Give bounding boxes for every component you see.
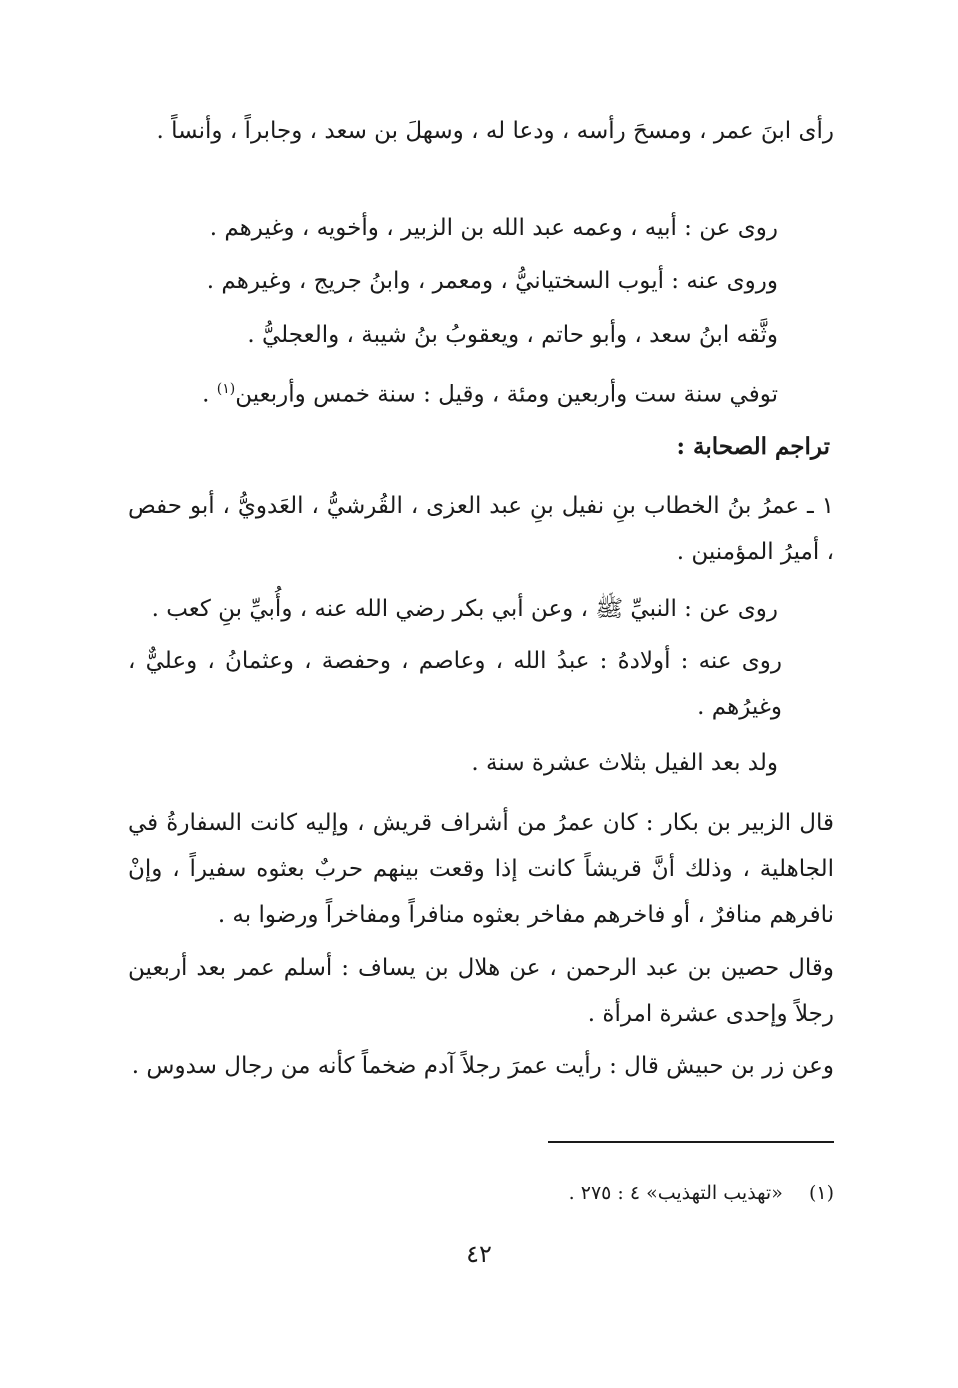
paragraph-birth: ولد بعد الفيل بثلاث عشرة سنة . [471,750,778,776]
footnote-reference: (١) [216,381,236,397]
footnote-marker: (١) [808,1182,834,1204]
paragraph-zirr-quote: وعن زر بن حبيش قال : رأيت عمرَ رجلاً آدم ضخماً كأنه من رجال سدوس . [131,1053,834,1079]
paragraph-zubayr-quote: قال الزبير بن بكار : كان عمرُ من أشراف قريش ، وإليه كانت السفارةُ في الجاهلية ، وذلك أنَّ قريشاً كانت إذا وقعت بينهم حربٌ بعثوه سفيراً ، وإنْ نافرهم منافرٌ ، أو فاخرهم مفاخر بعثوه منافراً ومفاخراً ورضوا به . [128,810,834,928]
page-number: ٤٢ [466,1240,492,1268]
paragraph-death [202,366,778,418]
death-text: توفي سنة ست وأربعين ومئة ، وقيل : سنة خمس وأربعين [235,381,778,408]
paragraph-umar-bio: ١ ـ عمرُ بنُ الخطاب بنِ نفيل بنِ عبد العزى ، القُرشيُّ ، العَدويُّ ، أبو حفص ، أميرُ المؤمنين . [128,493,834,565]
paragraph-narrated-by: وروى عنه : أيوب السختيانيُّ ، ومعمر ، وابنُ جريج ، وغيرهم . [206,268,778,294]
paragraph-umar-narrated-by: روى عنه : أولادهُ : عبدُ الله ، وعاصم ، وحفصة ، وعثمانُ ، وعليٌّ ، وغيرُهم . [128,648,782,720]
footnote [569,1178,834,1208]
paragraph-intro: رأى ابنَ عمر ، ومسحَ رأسه ، ودعا له ، وسهلَ بن سعد ، وجابراً ، وأنساً . [156,118,834,144]
paragraph-trusted-by: وثَّقه ابنُ سعد ، وأبو حاتم ، ويعقوبُ بنُ شيبة ، والعجليُّ . [247,322,778,348]
death-end: . [202,381,217,408]
paragraph-narrated-from: روى عن : أبيه ، وعمه عبد الله بن الزبير ، وأخويه ، وغيرهم . [209,215,778,241]
section-heading: تراجم الصحابة : [676,433,830,460]
paragraph-umar-narrated-from: روى عن : النبيِّ ﷺ ، وعن أبي بكر رضي الله عنه ، وأُبيِّ بنِ كعب . [151,596,778,622]
paragraph-husayn-quote: وقال حصين بن عبد الرحمن ، عن هلال بن يساف : أسلم عمر بعد أربعين رجلاً وإحدى عشرة امرأة . [128,955,834,1027]
footnote-text: «تهذيب التهذيب» ٤ : ٢٧٥ . [568,1182,783,1204]
footnote-divider [548,1141,834,1143]
